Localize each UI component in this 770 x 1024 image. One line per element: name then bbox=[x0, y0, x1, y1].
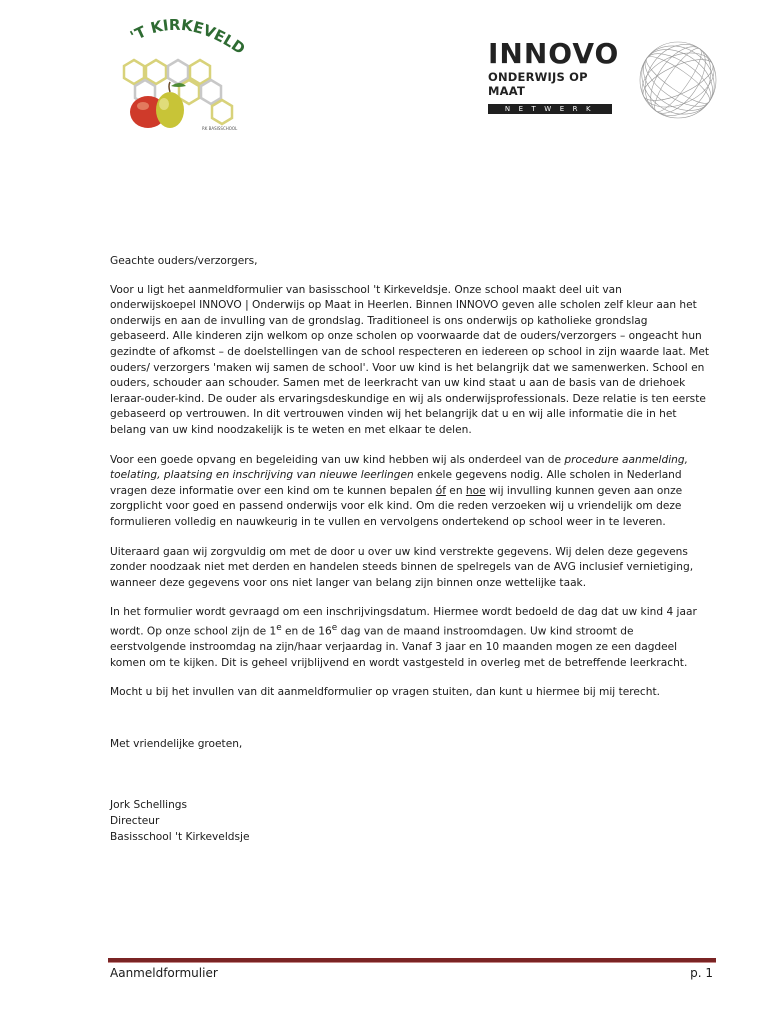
signature-block bbox=[110, 798, 710, 845]
school-tagline: RK BASISSCHOOL bbox=[202, 126, 238, 131]
paragraph-enrollment-text-3: dag van de maand instroomdagen. Uw kind stroomt de eerstvolgende instroomdag na zijn/haar verjaardag in. Vanaf 3 jaar en 10 maanden mogen ze een dagdeel komen om te kijken. Dit is geheel vrijblijvend en wordt vastgesteld in overleg met de betreffende leerkracht. bbox=[110, 625, 688, 669]
innovo-title: INNOVO bbox=[488, 37, 620, 70]
underlined-hoe: hoe bbox=[465, 484, 486, 497]
paragraph-enrollment bbox=[110, 605, 710, 671]
signer-role: Directeur bbox=[110, 814, 160, 827]
page-number: p. 1 bbox=[690, 966, 713, 980]
paragraph-contact: Mocht u bij het invullen van dit aanmeldformulier op vragen stuiten, dan kunt u hiermee bij mij terecht. bbox=[110, 686, 660, 699]
paragraph-enrollment-text-2: en de 16 bbox=[281, 625, 332, 638]
paragraph-privacy: Uiteraard gaan wij zorgvuldig om met de door u over uw kind verstrekte gegevens. Wij delen deze gegevens zonder noodzaak niet met derden en handelen steeds binnen de spelregels van de AVG inclusief vernietiging, wanneer deze gegevens voor ons niet langer van belang zijn binnen onze wettelijke taak. bbox=[110, 545, 694, 589]
innovo-network-bar: NETWERK bbox=[488, 104, 612, 114]
paragraph-procedure bbox=[110, 453, 710, 531]
innovo-subtitle: ONDERWIJS OP MAAT bbox=[488, 70, 588, 98]
footer-title: Aanmeldformulier bbox=[110, 966, 218, 980]
paragraph-procedure-text-2: enkele gegevens nodig. Alle scholen in Nederland vragen deze informatie over een kind om te kunnen bepalen bbox=[110, 469, 682, 497]
paragraph-procedure-text: Voor een goede opvang en begeleiding van uw kind hebben wij als onderdeel van de bbox=[110, 453, 565, 466]
footer-divider bbox=[108, 958, 716, 963]
letter-body bbox=[110, 254, 710, 845]
procedure-emphasis: procedure aanmelding, toelating, plaatsing en inschrijving van nieuwe leerlingen bbox=[110, 453, 688, 482]
paragraph-enrollment-text: In het formulier wordt gevraagd om een inschrijvingsdatum. Hiermee wordt bedoeld de dag dat uw kind 4 jaar wordt. Op onze school zijn de 1 bbox=[110, 606, 697, 638]
underlined-of: óf bbox=[435, 484, 446, 497]
school-logo-graphic bbox=[104, 16, 252, 132]
globe-icon bbox=[638, 40, 718, 120]
closing: Met vriendelijke groeten, bbox=[110, 737, 243, 750]
paragraph-intro: Voor u ligt het aanmeldformulier van basisschool 't Kirkeveldsje. Onze school maakt deel uit van onderwijskoepel INNOVO | Onderwijs op Maat in Heerlen. Binnen INNOVO geven alle scholen zelf kleur aan het onderwijs en aan de invulling van de grondslag. Traditioneel is ons onderwijs op katholieke grondslag gebaseerd. Alle kinderen zijn welkom op onze scholen op voorwaarde dat de ouders/verzorgers – ongeacht hun gezindte of afkomst – de doelstellingen van de school respecteren en iedereen op school in zijn waarde laat. Met ouders/ verzorgers 'maken wij samen de school'. Voor uw kind is het belangrijk dat we samenwerken. School en ouders, schouder aan schouder. Samen met de leerkracht van uw kind staat u aan de basis van de driehoek leraar-ouder-kind. De ouder als ervaringsdeskundige en wij als onderwijsprofessionals. Deze relatie is ten eerste gebaseerd op vertrouwen. In dit vertrouwen vinden wij het belangrijk dat u en wij alle informatie die in het belang van uw kind noodzakelijk is te weten en met elkaar te delen. bbox=[110, 283, 710, 436]
school-name-text: 'T KIRKEVELD bbox=[127, 16, 249, 58]
svg-text:'T KIRKEVELDSJE bbox=[104, 16, 248, 58]
signer-school: Basisschool 't Kirkeveldsje bbox=[110, 830, 250, 843]
innovo-logo bbox=[488, 37, 620, 113]
school-logo bbox=[104, 16, 252, 132]
superscript-2: e bbox=[331, 622, 338, 633]
salutation: Geachte ouders/verzorgers, bbox=[110, 255, 258, 267]
paragraph-procedure-text-4: wij invulling kunnen geven aan onze zorgplicht voor goed en passend onderwijs voor elk kind. Om die reden verzoeken wij u vriendelijk om deze formulieren volledig en nauwkeurig in te vullen en vervolgens ondertekend op school weer in te leveren. bbox=[110, 484, 683, 528]
signer-name: Jork Schellings bbox=[110, 799, 188, 812]
superscript-1: e bbox=[276, 622, 282, 633]
pear-icon bbox=[156, 92, 184, 128]
paragraph-procedure-text-3: en bbox=[445, 484, 466, 497]
